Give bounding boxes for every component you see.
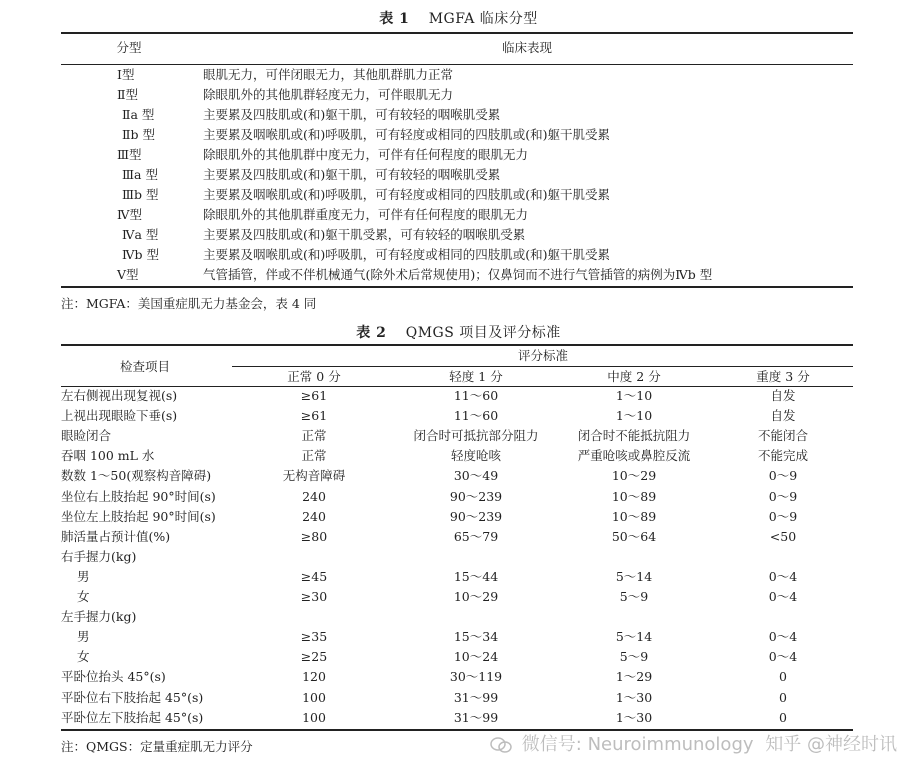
table2-row-item: 平卧位右下肢抬起 45°(s) <box>61 690 204 705</box>
table2-cell-col-0: 120 <box>302 669 326 684</box>
table1-row-type: Ⅱ型 <box>117 87 138 102</box>
table2-cell-col-0: ≥25 <box>300 649 328 664</box>
table1-row-desc: 除眼肌外的其他肌群重度无力，可伴有任何程度的眼肌无力 <box>203 207 529 222</box>
table2-row-item: 眼睑闭合 <box>61 428 112 443</box>
table2-cell-col-3: 不能闭合 <box>757 428 809 443</box>
table2-row-item: 左右侧视出现复视(s) <box>61 388 178 403</box>
table2-note: 注：QMGS：定量重症肌无力评分 <box>61 739 253 754</box>
table2-cell-col-1: 15～34 <box>453 629 499 644</box>
table2-row-item: 女 <box>77 589 90 604</box>
table2-cell-col-2: 1～10 <box>615 408 653 423</box>
table1-header-type: 分型 <box>116 40 142 55</box>
table2-row-item: 肺活量占预计值(%) <box>61 529 171 544</box>
table2-cell-col-2: 50～64 <box>611 529 657 544</box>
table1-top-rule <box>61 32 853 34</box>
table2-cell-col-0: 无构音障碍 <box>282 468 346 483</box>
table1-row-type: Ⅴ型 <box>117 267 139 282</box>
table2-cell-col-3: 0～9 <box>768 489 798 504</box>
table1-bottom-rule <box>61 286 853 288</box>
table2-cell-col-1: 30～119 <box>449 669 503 684</box>
table2-cell-col-2: 闭合时不能抵抗阻力 <box>577 428 691 443</box>
table2-row-item: 吞咽 100 mL 水 <box>61 448 155 463</box>
table1-row-type: Ⅱb 型 <box>122 127 155 142</box>
table2-cell-col-0: 100 <box>302 690 326 705</box>
table2-cell-col-2: 1～10 <box>615 388 653 403</box>
table2-cell-col-0: ≥61 <box>300 388 328 403</box>
table2-cell-col-1: 闭合时可抵抗部分阻力 <box>413 428 539 443</box>
table2-cell-col-2: 5～14 <box>615 569 653 584</box>
table2-row-item: 坐位左上肢抬起 90°时间(s) <box>61 509 216 524</box>
table2-number: 表 2 <box>356 325 387 341</box>
table2-cell-col-3: 0 <box>779 690 787 705</box>
table2-cell-col-0: ≥61 <box>300 408 328 423</box>
table2-cell-col-2: 5～9 <box>619 589 649 604</box>
table1-row-desc: 除眼肌外的其他肌群轻度无力，可伴眼肌无力 <box>203 87 454 102</box>
table1-row-type: Ⅲa 型 <box>122 167 158 182</box>
table2-group-rule <box>232 366 853 367</box>
table2-header-group: 评分标准 <box>517 348 569 363</box>
table1-row-desc: 除眼肌外的其他肌群中度无力，可伴有任何程度的眼肌无力 <box>203 147 529 162</box>
table2-cell-col-3: 自发 <box>770 408 796 423</box>
table2-header-col-1: 轻度 1 分 <box>449 369 503 384</box>
table2-cell-col-3: 0～4 <box>768 649 798 664</box>
table2-cell-col-0: 240 <box>302 489 326 504</box>
table2-cell-col-0: ≥45 <box>300 569 328 584</box>
table2-cell-col-1: 90～239 <box>449 509 503 524</box>
table1-row-type: Ⅲb 型 <box>122 187 159 202</box>
table2-row-item: 上视出现眼睑下垂(s) <box>61 408 178 423</box>
table1-row-type: Ⅱa 型 <box>122 107 155 122</box>
table2-cell-col-1: 65～79 <box>453 529 499 544</box>
table2-row-item: 平卧位抬头 45°(s) <box>61 669 166 684</box>
table2-row-item: 数数 1～50(观察构音障碍) <box>61 468 212 483</box>
table2-header-col-2: 中度 2 分 <box>607 369 661 384</box>
table1-row-desc: 主要累及四肢肌或(和)躯干肌，可有较轻的咽喉肌受累 <box>203 107 501 122</box>
table2-cell-col-1: 31～99 <box>453 690 499 705</box>
table1-row-type: Ⅲ型 <box>117 147 142 162</box>
table2-row-item: 女 <box>77 649 90 664</box>
table2-cell-col-0: 100 <box>302 710 326 725</box>
table2-header-col-0: 正常 0 分 <box>287 369 341 384</box>
table2-cell-col-3: 0 <box>779 669 787 684</box>
table1-row-desc: 主要累及四肢肌或(和)躯干肌受累，可有较轻的咽喉肌受累 <box>203 227 526 242</box>
table2-cell-col-0: 正常 <box>301 428 327 443</box>
table2-row-item: 左手握力(kg) <box>61 609 137 624</box>
table2-cell-col-2: 10～89 <box>611 509 657 524</box>
table2-cell-col-1: 15～44 <box>453 569 499 584</box>
table2-cell-col-2: 1～29 <box>615 669 653 684</box>
table1-row-type: Ⅳa 型 <box>122 227 159 242</box>
table2-cell-col-3: 0～4 <box>768 629 798 644</box>
table2-header-item: 检查项目 <box>119 359 171 374</box>
table2-cell-col-1: 11～60 <box>453 408 499 423</box>
table2-cell-col-0: 240 <box>302 509 326 524</box>
table2-cell-col-2: 10～89 <box>611 489 657 504</box>
table2-cell-col-3: 自发 <box>770 388 796 403</box>
table2-cell-col-0: 正常 <box>301 448 327 463</box>
table2-row-item: 平卧位左下肢抬起 45°(s) <box>61 710 204 725</box>
table2-cell-col-3: 0 <box>779 710 787 725</box>
table2-cell-col-1: 30～49 <box>453 468 499 483</box>
table2-cell-col-2: 5～14 <box>615 629 653 644</box>
table1-title: MGFA 临床分型 <box>428 11 538 27</box>
table2-title: QMGS 项目及评分标准 <box>405 325 561 341</box>
table2-cell-col-0: ≥80 <box>300 529 328 544</box>
table2-header-rule <box>61 386 853 387</box>
table1-number: 表 1 <box>379 11 410 27</box>
table1-header-manifestation: 临床表现 <box>501 40 553 55</box>
table2-cell-col-2: 5～9 <box>619 649 649 664</box>
table2-cell-col-3: 0～9 <box>768 509 798 524</box>
table2-cell-col-1: 10～24 <box>453 649 499 664</box>
table2-cell-col-2: 1～30 <box>615 690 653 705</box>
table2-cell-col-1: 11～60 <box>453 388 499 403</box>
table1-row-desc: 主要累及咽喉肌或(和)呼吸肌，可有轻度或相同的四肢肌或(和)躯干肌受累 <box>203 247 611 262</box>
table2-cell-col-3: 0～4 <box>768 589 798 604</box>
table2-caption <box>0 322 917 342</box>
table1-row-desc: 眼肌无力，可伴闭眼无力，其他肌群肌力正常 <box>203 67 454 82</box>
table2-cell-col-1: 10～29 <box>453 589 499 604</box>
watermark-zhihu: 知乎 @神经时讯 <box>765 734 897 755</box>
table2-cell-col-0: ≥30 <box>300 589 328 604</box>
table2-cell-col-3: 0～9 <box>768 468 798 483</box>
table1-row-type: Ⅰ型 <box>117 67 135 82</box>
table1-row-desc: 主要累及咽喉肌或(和)呼吸肌，可有轻度或相同的四肢肌或(和)躯干肌受累 <box>203 127 611 142</box>
table2-cell-col-1: 31～99 <box>453 710 499 725</box>
table1-note: 注：MGFA：美国重症肌无力基金会，表 4 同 <box>61 296 317 311</box>
table1-row-type: Ⅳ型 <box>117 207 142 222</box>
table1-header-rule <box>61 64 853 65</box>
table2-cell-col-3: 不能完成 <box>757 448 809 463</box>
table2-row-item: 坐位右上肢抬起 90°时间(s) <box>61 489 216 504</box>
table2-cell-col-2: 10～29 <box>611 468 657 483</box>
table2-cell-col-2: 严重呛咳或鼻腔反流 <box>577 448 691 463</box>
table2-top-rule <box>61 344 853 346</box>
table1-row-type: Ⅳb 型 <box>122 247 159 262</box>
table1-caption <box>0 8 917 28</box>
table1-row-desc: 主要累及咽喉肌或(和)呼吸肌，可有轻度或相同的四肢肌或(和)躯干肌受累 <box>203 187 611 202</box>
table2-row-item: 男 <box>77 629 90 644</box>
table2-header-col-3: 重度 3 分 <box>756 369 810 384</box>
watermark-wechat: 微信号: Neuroimmunology <box>521 734 754 755</box>
table2-cell-col-1: 轻度呛咳 <box>450 448 502 463</box>
table1-row-desc: 主要累及四肢肌或(和)躯干肌，可有较轻的咽喉肌受累 <box>203 167 501 182</box>
table2-cell-col-3: 0～4 <box>768 569 798 584</box>
table2-cell-col-0: ≥35 <box>300 629 328 644</box>
table2-row-item: 男 <box>77 569 90 584</box>
table1-row-desc: 气管插管，伴或不伴机械通气(除外术后常规使用)；仅鼻饲而不进行气管插管的病例为Ⅳb 型 <box>203 267 713 282</box>
table2-cell-col-2: 1～30 <box>615 710 653 725</box>
wechat-icon <box>490 736 512 754</box>
watermark <box>490 730 897 756</box>
table2-cell-col-3: <50 <box>769 529 797 544</box>
table2-cell-col-1: 90～239 <box>449 489 503 504</box>
table2-row-item: 右手握力(kg) <box>61 549 137 564</box>
